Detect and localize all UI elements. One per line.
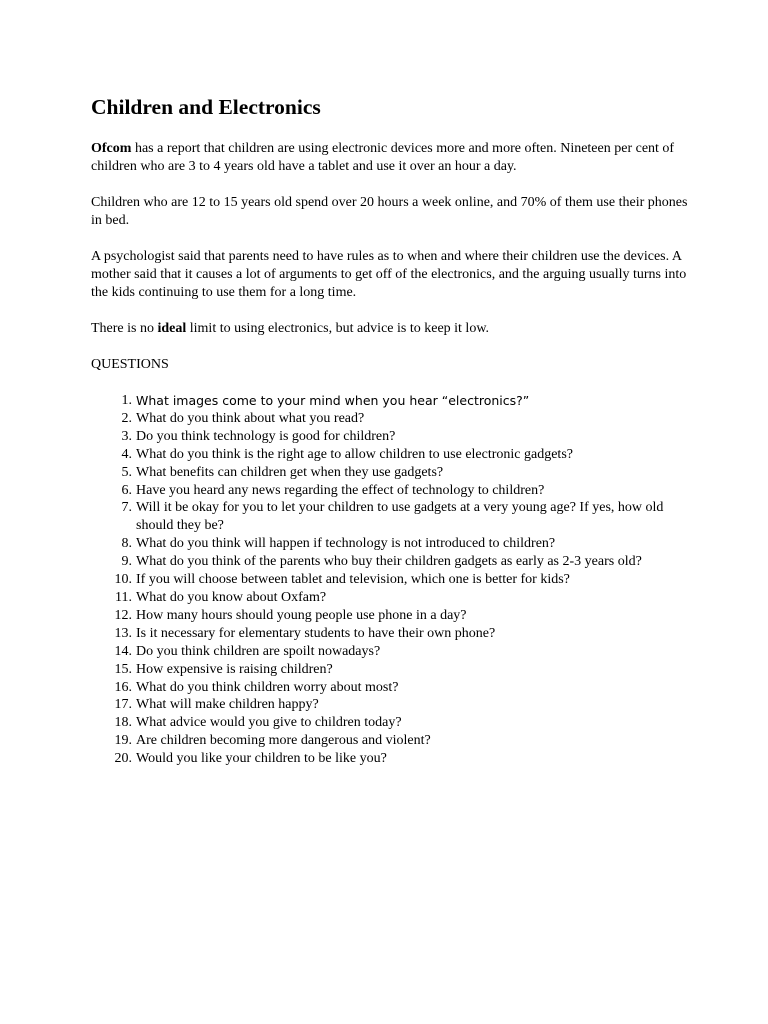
- question-text: What benefits can children get when they use gadgets?: [136, 464, 444, 480]
- ideal-bold-text: ideal: [157, 321, 187, 336]
- question-number: 8.: [121, 536, 132, 552]
- question-text: What images come to your mind when you hear “electronics?”: [136, 393, 530, 408]
- question-item: [91, 535, 691, 553]
- question-item: [91, 571, 691, 589]
- paragraph-4-text-b: limit to using electronics, but advice is to keep it low.: [186, 321, 490, 336]
- question-item: [91, 499, 691, 535]
- question-item: [91, 553, 691, 571]
- question-text: What do you think will happen if technology is not introduced to children?: [136, 536, 556, 552]
- question-number: 12.: [114, 607, 132, 623]
- question-number: 20.: [114, 751, 132, 767]
- question-number: 16.: [114, 679, 132, 695]
- question-number: 15.: [114, 661, 132, 677]
- ofcom-bold-text: Ofcom: [91, 141, 132, 156]
- question-item: [91, 696, 691, 714]
- question-item: [91, 607, 691, 625]
- paragraph-ofcom-report: [91, 140, 691, 176]
- question-number: 6.: [121, 482, 132, 498]
- question-number: 19.: [114, 733, 132, 749]
- question-number: 10.: [114, 572, 132, 588]
- document-page: [91, 92, 691, 768]
- question-number: 4.: [121, 446, 132, 462]
- question-text: What do you think children worry about most?: [136, 679, 399, 695]
- question-number: 13.: [114, 625, 132, 641]
- question-text: Are children becoming more dangerous and violent?: [136, 733, 431, 749]
- question-item: [91, 643, 691, 661]
- question-item: [91, 589, 691, 607]
- questions-list: [91, 392, 691, 768]
- page-title: Children and Electronics: [91, 95, 321, 119]
- question-item: [91, 750, 691, 768]
- question-text: What do you think of the parents who buy their children gadgets as early as 2-3 years old?: [136, 554, 642, 570]
- question-number: 1.: [121, 393, 132, 408]
- question-text: Do you think technology is good for children?: [136, 428, 396, 444]
- question-text: Would you like your children to be like you?: [136, 751, 387, 767]
- question-item: [91, 679, 691, 697]
- question-item: [91, 714, 691, 732]
- question-item: [91, 464, 691, 482]
- question-item: [91, 410, 691, 428]
- question-number: 2.: [121, 410, 132, 426]
- question-number: 18.: [114, 715, 132, 731]
- question-text: If you will choose between tablet and television, which one is better for kids?: [136, 572, 570, 588]
- paragraph-online-hours: Children who are 12 to 15 years old spend over 20 hours a week online, and 70% of them use their phones in bed.: [91, 195, 688, 228]
- paragraph-4-text-a: There is no: [91, 321, 158, 336]
- question-text: What do you think is the right age to allow children to use electronic gadgets?: [136, 446, 573, 462]
- questions-heading: QUESTIONS: [91, 357, 169, 372]
- question-text: What will make children happy?: [136, 697, 319, 713]
- question-number: 5.: [121, 464, 132, 480]
- question-number: 11.: [115, 589, 132, 605]
- question-text: Do you think children are spoilt nowadays?: [136, 643, 381, 659]
- question-number: 9.: [121, 554, 132, 570]
- question-number: 3.: [121, 428, 132, 444]
- question-text: How many hours should young people use phone in a day?: [136, 607, 467, 623]
- question-text: How expensive is raising children?: [136, 661, 333, 677]
- question-text: Have you heard any news regarding the effect of technology to children?: [136, 482, 545, 498]
- question-item: [91, 446, 691, 464]
- question-item: [91, 428, 691, 446]
- paragraph-1-text: has a report that children are using electronic devices more and more often. Nineteen per cent of children who are 3 to 4 years old have a tablet and use it over an hour a day.: [91, 141, 675, 174]
- paragraph-ideal-limit: [91, 320, 691, 338]
- question-text: Is it necessary for elementary students to have their own phone?: [136, 625, 496, 641]
- question-text: Will it be okay for you to let your children to use gadgets at a very young age? If yes, how old should they be?: [136, 500, 664, 534]
- question-item: [91, 392, 691, 410]
- question-item: [91, 482, 691, 500]
- question-item: [91, 661, 691, 679]
- question-number: 7.: [121, 500, 132, 516]
- question-item: [91, 625, 691, 643]
- question-text: What do you know about Oxfam?: [136, 589, 327, 605]
- paragraph-psychologist: A psychologist said that parents need to have rules as to when and where their children use the devices. A mother said that it causes a lot of arguments to get off of the electronics, and the arguing usually turns into the kids continuing to use them for a long time.: [91, 249, 687, 300]
- question-text: What do you think about what you read?: [136, 410, 365, 426]
- question-text: What advice would you give to children today?: [136, 715, 402, 731]
- question-item: [91, 732, 691, 750]
- question-number: 17.: [114, 697, 132, 713]
- question-number: 14.: [114, 643, 132, 659]
